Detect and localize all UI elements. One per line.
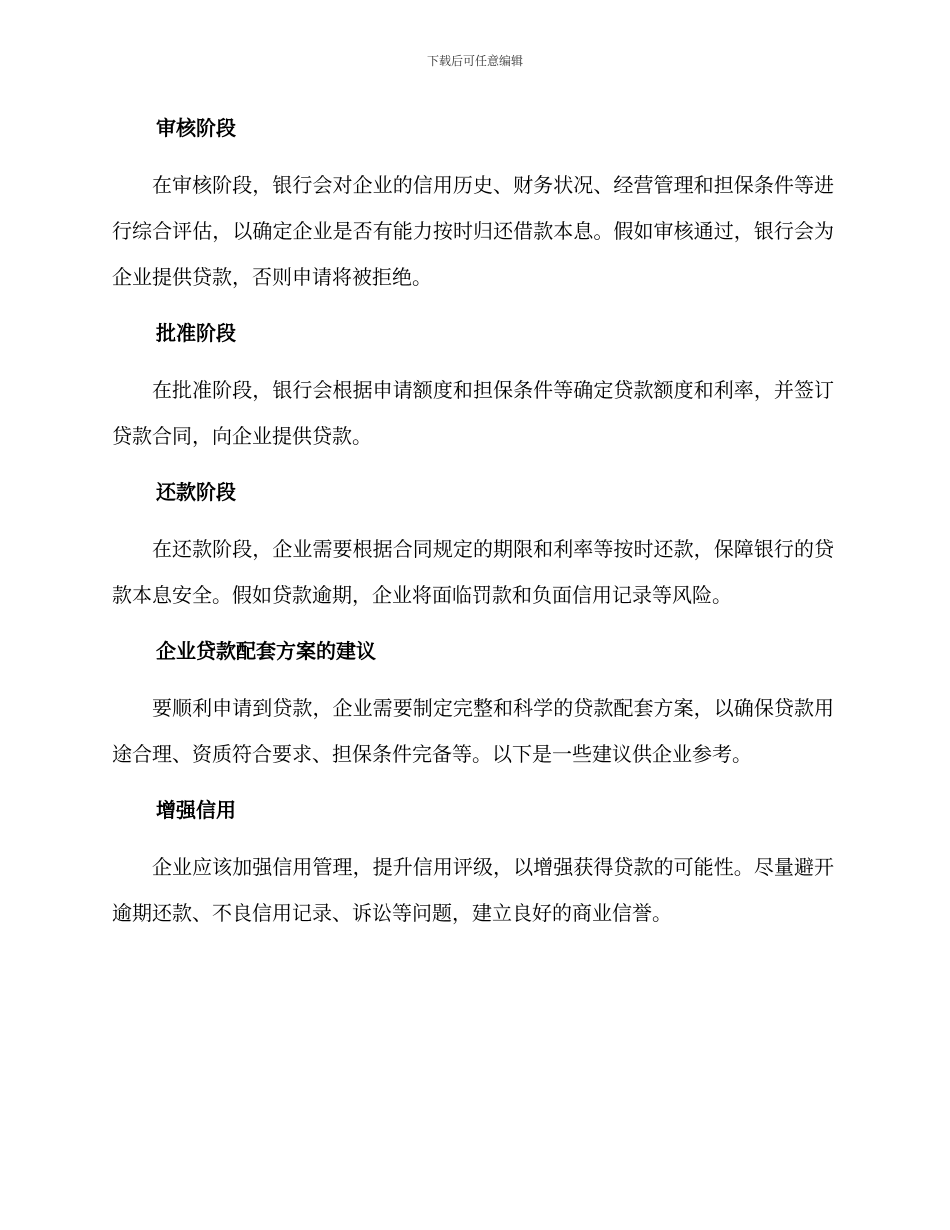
section-heading-credit: 增强信用 [156,798,236,822]
section-paragraph-review: 在审核阶段，银行会对企业的信用历史、财务状况、经营管理和担保条件等进行综合评估，以确定企业是否有能力按时归还借款本息。假如审核通过，银行会为企业提供贷款，否则申请将被拒绝。 [112,173,834,289]
section-paragraph-suggestions: 要顺利申请到贷款，企业需要制定完整和科学的贷款配套方案，以确保贷款用途合理、资质符合要求、担保条件完备等。以下是一些建议供企业参考。 [112,696,834,766]
section-paragraph-approval: 在批准阶段，银行会根据申请额度和担保条件等确定贷款额度和利率，并签订贷款合同，向企业提供贷款。 [112,378,834,448]
page-header-note: 下载后可任意编辑 [426,54,523,68]
section-heading-suggestions: 企业贷款配套方案的建议 [156,639,376,663]
section-heading-repayment: 还款阶段 [156,480,236,504]
section-paragraph-repayment: 在还款阶段，企业需要根据合同规定的期限和利率等按时还款，保障银行的贷款本息安全。假如贷款逾期，企业将面临罚款和负面信用记录等风险。 [112,537,834,607]
section-heading-review: 审核阶段 [156,116,236,140]
document-body [112,110,834,951]
section-paragraph-credit: 企业应该加强信用管理，提升信用评级，以增强获得贷款的可能性。尽量避开逾期还款、不良信用记录、诉讼等问题，建立良好的商业信誉。 [112,855,834,925]
section-heading-approval: 批准阶段 [156,321,236,345]
